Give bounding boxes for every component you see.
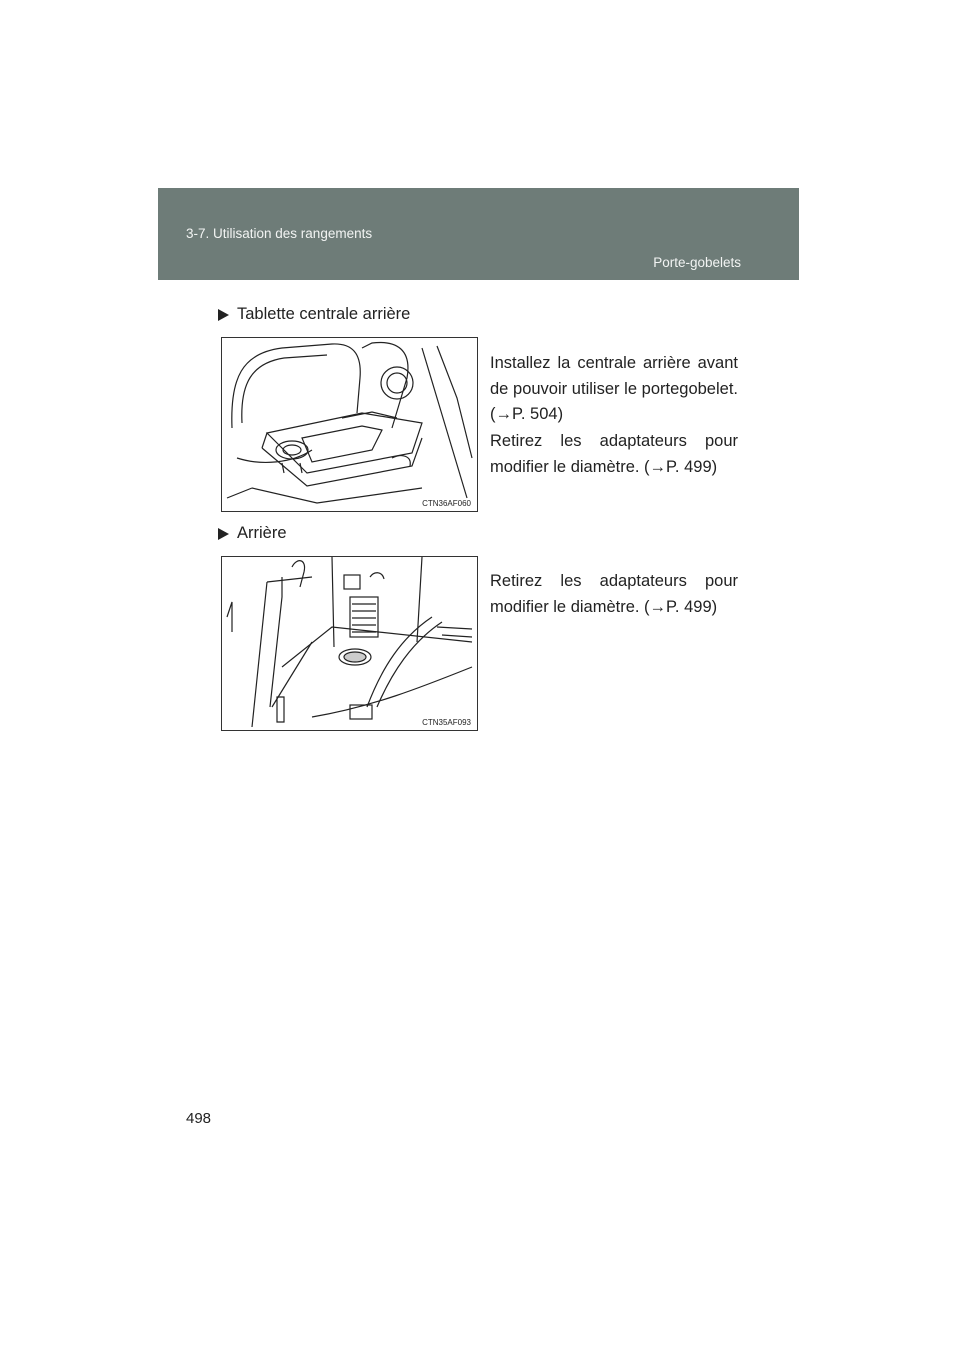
figure-code: CTN35AF093	[422, 718, 471, 727]
rear-cupholder-illustration	[221, 556, 478, 731]
section-title: Porte-gobelets	[653, 255, 741, 270]
chapter-title: 3-7. Utilisation des rangements	[186, 226, 373, 241]
rear-cupholder-drawing-icon	[222, 557, 477, 730]
paragraph-remove-adapters-rear: Retirez les adaptateurs pour modifier le diamètre. (→P. 499)	[490, 572, 738, 616]
chapter-header	[158, 188, 799, 280]
item-heading-label: Arrière	[237, 524, 287, 542]
rear-console-illustration	[221, 337, 478, 512]
figure-code: CTN36AF060	[422, 499, 471, 508]
rear-console-drawing-icon	[222, 338, 477, 511]
item-heading-label: Tablette centrale arrière	[237, 305, 411, 323]
item-heading-rear-console	[218, 305, 410, 324]
bullet-triangle-icon	[218, 309, 229, 321]
bullet-triangle-icon	[218, 528, 229, 540]
page-number: 498	[186, 1110, 212, 1127]
paragraph-remove-adapters: Retirez les adaptateurs pour modifier le diamètre. (→P. 499)	[490, 432, 738, 476]
paragraph-install-console: Installez la centrale arrière avant de pouvoir utiliser le portegobelet. (→P. 504)	[490, 354, 738, 423]
item-heading-rear	[218, 524, 287, 543]
